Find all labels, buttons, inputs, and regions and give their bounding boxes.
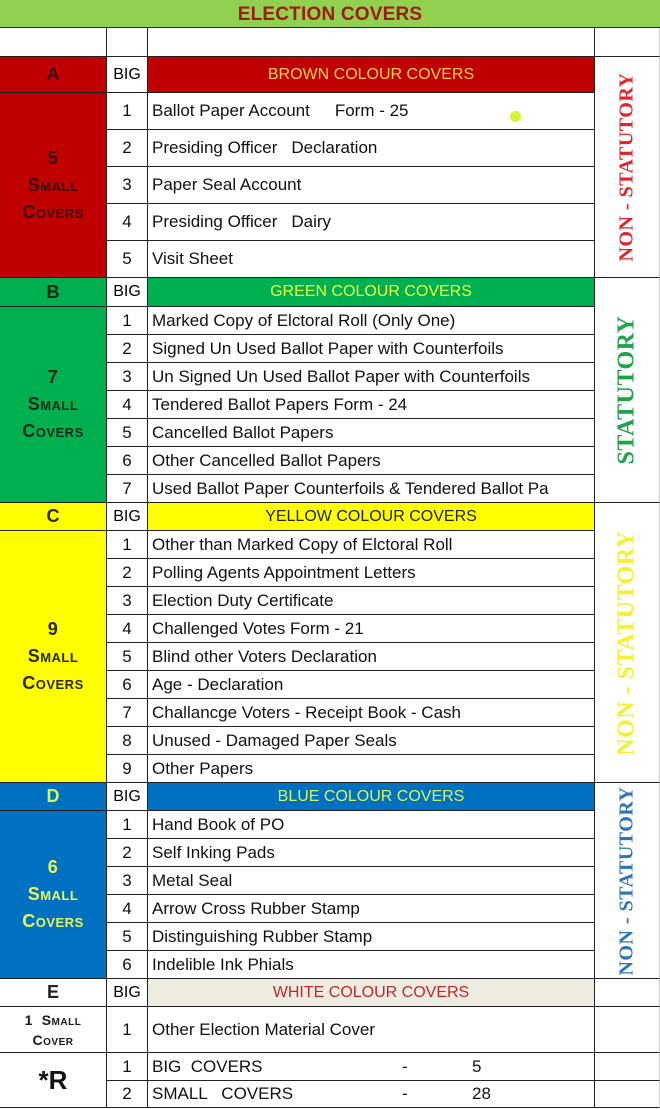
group-line2: Covers: [22, 911, 84, 931]
list-item: Arrow Cross Rubber Stamp: [148, 895, 595, 923]
list-item: [148, 130, 595, 167]
summary-row: [148, 1053, 595, 1081]
list-item: [148, 241, 595, 278]
summary-dash: -: [402, 1084, 408, 1103]
list-item: Election Duty Certificate: [148, 587, 595, 615]
item-number: 2: [107, 335, 148, 363]
page-title: ELECTION COVERS: [0, 0, 660, 28]
group-label: [0, 531, 107, 783]
list-item: [148, 167, 595, 204]
item-number: 6: [107, 447, 148, 475]
item-name: Presiding Officer: [152, 212, 278, 231]
side-label-cell: [595, 783, 660, 979]
item-extra: Form - 25: [334, 101, 409, 120]
list-item: Signed Un Used Ballot Paper with Counterfoils: [148, 335, 595, 363]
side-label-cell: [595, 278, 660, 503]
group-line1: Small: [27, 174, 79, 195]
big-label: BIG: [107, 503, 148, 531]
section-letter: C: [0, 503, 107, 531]
list-item: Indelible Ink Phials: [148, 951, 595, 979]
list-item: Cancelled Ballot Papers: [148, 419, 595, 447]
group-line1: Small: [27, 884, 79, 904]
group-label: [0, 1007, 107, 1053]
item-number: 4: [107, 895, 148, 923]
list-item: Tendered Ballot Papers Form - 24: [148, 391, 595, 419]
blank-cell: [595, 1007, 660, 1053]
group-label: [0, 93, 107, 278]
big-label: BIG: [107, 783, 148, 811]
item-number: 8: [107, 727, 148, 755]
item-number: 2: [107, 130, 148, 167]
section-letter: A: [0, 57, 107, 93]
summary-value: 28: [472, 1084, 491, 1103]
blank-cell: [595, 1053, 660, 1081]
list-item: Challancge Voters - Receipt Book - Cash: [148, 699, 595, 727]
item-number: 7: [107, 699, 148, 727]
summary-name: BIG COVERS: [152, 1056, 263, 1076]
item-number: 1: [107, 93, 148, 130]
list-item: Marked Copy of Elctoral Roll (Only One): [148, 307, 595, 335]
list-item: Blind other Voters Declaration: [148, 643, 595, 671]
item-number: 2: [107, 839, 148, 867]
blank-cell: [148, 28, 595, 57]
section-letter: B: [0, 278, 107, 307]
item-number: 3: [107, 167, 148, 204]
side-label: NON - STATUTORY: [613, 529, 640, 756]
group-line1: Small: [27, 646, 79, 666]
item-name: Paper Seal Account: [152, 175, 302, 194]
group-line2: Covers: [22, 421, 84, 441]
group-label: [0, 307, 107, 503]
list-item: Hand Book of PO: [148, 811, 595, 839]
big-label: BIG: [107, 57, 148, 93]
list-item: Self Inking Pads: [148, 839, 595, 867]
list-item: [148, 93, 595, 130]
item-number: 7: [107, 475, 148, 503]
blank-cell: [0, 28, 107, 57]
big-label: BIG: [107, 278, 148, 307]
group-label: [0, 811, 107, 979]
summary-label: *R: [0, 1053, 107, 1108]
item-number: 5: [107, 643, 148, 671]
list-item: Metal Seal: [148, 867, 595, 895]
list-item: Age - Declaration: [148, 671, 595, 699]
group-count: 6: [47, 857, 59, 877]
item-number: 4: [107, 204, 148, 241]
section-letter: E: [0, 979, 107, 1007]
list-item: Unused - Damaged Paper Seals: [148, 727, 595, 755]
item-number: 1: [107, 307, 148, 335]
list-item: Polling Agents Appointment Letters: [148, 559, 595, 587]
item-number: 1: [107, 1007, 148, 1053]
item-number: 4: [107, 615, 148, 643]
item-number: 1: [107, 811, 148, 839]
group-line2: Cover: [32, 1031, 74, 1048]
item-number: 9: [107, 755, 148, 783]
section-header: BLUE COLOUR COVERS: [148, 783, 595, 811]
item-number: 1: [107, 531, 148, 559]
item-extra: Dairy: [291, 212, 332, 231]
summary-row: [148, 1081, 595, 1108]
blank-cell: [595, 28, 660, 57]
blank-cell: [107, 28, 148, 57]
list-item: Un Signed Un Used Ballot Paper with Counterfoils: [148, 363, 595, 391]
summary-dash: -: [402, 1056, 408, 1076]
big-label: BIG: [107, 979, 148, 1007]
list-item: Used Ballot Paper Counterfoils & Tendered Ballot Pa: [148, 475, 595, 503]
item-number: 3: [107, 867, 148, 895]
section-header: WHITE COLOUR COVERS: [148, 979, 595, 1007]
group-count: 7: [47, 367, 59, 387]
group-line1: Small: [27, 394, 79, 414]
list-item: [148, 204, 595, 241]
item-name: Visit Sheet: [152, 249, 233, 268]
section-header: GREEN COLOUR COVERS: [148, 278, 595, 307]
list-item: Other Papers: [148, 755, 595, 783]
item-number: 5: [107, 241, 148, 278]
item-number: 5: [107, 419, 148, 447]
summary-value: 5: [472, 1056, 482, 1076]
blank-cell: [595, 979, 660, 1007]
side-label: NON - STATUTORY: [615, 72, 638, 262]
side-label: STATUTORY: [613, 315, 640, 465]
item-number: 3: [107, 363, 148, 391]
item-number: 2: [107, 1081, 148, 1108]
item-number: 6: [107, 951, 148, 979]
list-item: Other than Marked Copy of Elctoral Roll: [148, 531, 595, 559]
item-number: 6: [107, 671, 148, 699]
item-number: 2: [107, 559, 148, 587]
item-number: 3: [107, 587, 148, 615]
side-label-cell: [595, 57, 660, 278]
section-header: YELLOW COLOUR COVERS: [148, 503, 595, 531]
item-number: 5: [107, 923, 148, 951]
list-item: Other Election Material Cover: [148, 1007, 595, 1053]
group-count: 9: [47, 619, 59, 639]
group-line1: 1 Small: [24, 1011, 82, 1028]
summary-name: SMALL COVERS: [152, 1084, 294, 1103]
section-header: BROWN COLOUR COVERS: [148, 57, 595, 93]
list-item: Challenged Votes Form - 21: [148, 615, 595, 643]
blank-cell: [595, 1081, 660, 1108]
group-line2: Covers: [22, 201, 84, 222]
group-line2: Covers: [22, 673, 84, 693]
item-name: Ballot Paper Account: [152, 101, 310, 120]
side-label: NON - STATUTORY: [615, 785, 638, 976]
marker-dot: [510, 111, 521, 122]
list-item: Distinguishing Rubber Stamp: [148, 923, 595, 951]
section-letter: D: [0, 783, 107, 811]
side-label-cell: [595, 503, 660, 783]
item-number: 1: [107, 1053, 148, 1081]
item-extra: Declaration: [291, 138, 378, 157]
item-number: 4: [107, 391, 148, 419]
item-name: Presiding Officer: [152, 138, 278, 157]
list-item: Other Cancelled Ballot Papers: [148, 447, 595, 475]
group-count: 5: [47, 147, 59, 168]
